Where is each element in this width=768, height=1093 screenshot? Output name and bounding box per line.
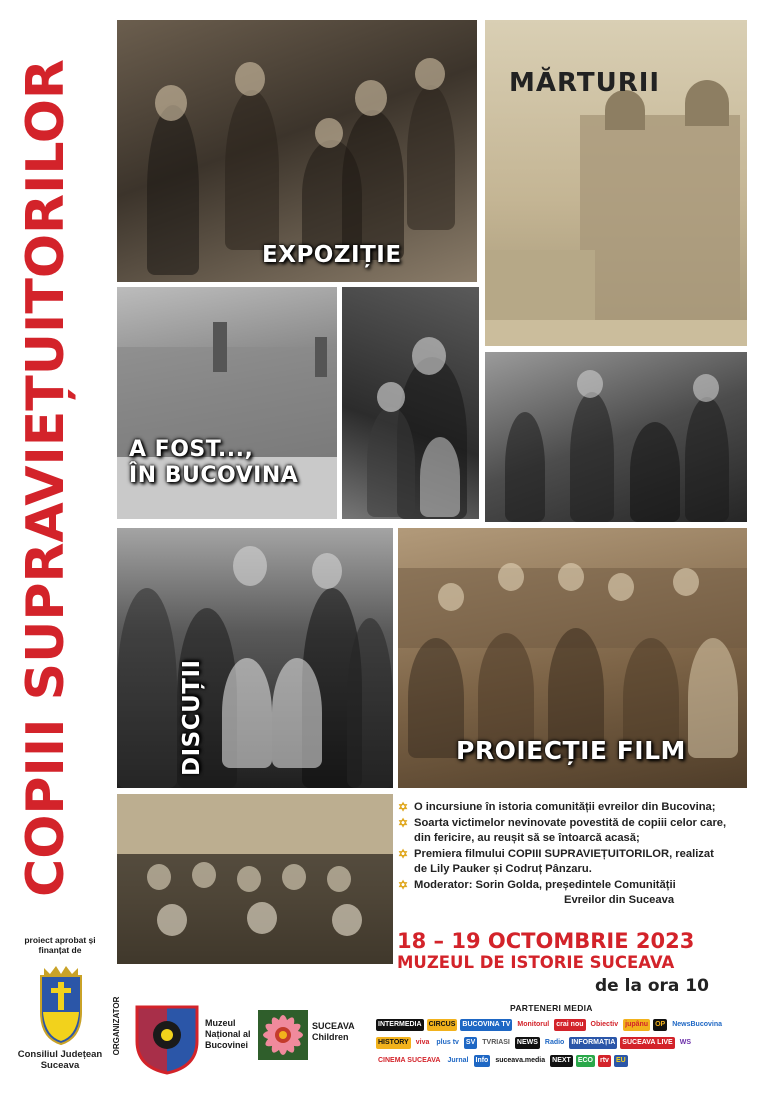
approved-funded-label: proiect aprobat și finanțat de xyxy=(24,935,96,955)
media-logo: suceava.media xyxy=(495,1057,546,1064)
label-expozitie: EXPOZIȚIE xyxy=(262,242,402,268)
event-time: de la ora 10 xyxy=(595,976,709,996)
star-of-david-icon: ✡ xyxy=(398,815,409,830)
label-a-fost-line1: A FOST..., xyxy=(129,437,254,462)
media-logo: INFORMAȚIA xyxy=(569,1037,617,1049)
media-logo: Info xyxy=(474,1055,491,1067)
list-item: ✡ O incursiune în istoria comunității evreilor din Bucovina; xyxy=(398,800,716,814)
label-a-fost-line2: ÎN BUCOVINA xyxy=(129,463,299,488)
poster-title: COPIII SUPRAVIEȚUITORILOR xyxy=(16,59,76,897)
label-a-fost-in-bucovina xyxy=(129,437,298,489)
photo-mother-children xyxy=(342,287,479,519)
list-item: ✡ Soarta victimelor nevinovate povestită de copiii celor care, din fericire, au reușit să se întoarcă acasă; xyxy=(398,815,727,844)
organizer-label: ORGANIZATOR xyxy=(112,996,121,1056)
museum-name: Muzeul Național al Bucovinei xyxy=(205,1018,251,1050)
media-partners-title: PARTENERI MEDIA xyxy=(510,1003,593,1013)
media-logo: CINEMA SUCEAVA xyxy=(378,1057,441,1064)
moderator-tail: Evreilor din Suceava xyxy=(564,894,675,906)
media-logo: OP xyxy=(653,1019,667,1031)
county-council-name: Consiliul Județean Suceava xyxy=(17,1049,103,1071)
media-logo: rtv xyxy=(598,1055,611,1067)
media-logo: NEXT xyxy=(550,1055,573,1067)
star-of-david-icon: ✡ xyxy=(398,800,409,814)
label-proiectie-film: PROIECȚIE FILM xyxy=(456,736,686,765)
media-logo: EU xyxy=(614,1055,628,1067)
photo-synagogue-testimonies xyxy=(485,20,747,346)
media-logo: crai nou xyxy=(554,1019,585,1031)
media-logo: plus tv xyxy=(436,1039,459,1046)
media-logo: SV xyxy=(464,1037,477,1049)
event-date: 18 – 19 OCTOMBRIE 2023 xyxy=(397,929,695,953)
photo-family-exhibition xyxy=(117,20,477,282)
media-logo: Jurnal xyxy=(447,1057,469,1064)
media-logo: WS xyxy=(679,1039,692,1046)
media-logo: BUCOVINA TV xyxy=(460,1019,512,1031)
flower-logo xyxy=(258,1010,308,1060)
photo-discussions xyxy=(117,528,393,788)
event-venue: MUZEUL DE ISTORIE SUCEAVA xyxy=(397,953,675,972)
list-item: ✡ Moderator: Sorin Golda, președintele Comunității Evreilor din Suceava xyxy=(398,878,728,909)
media-logo: ECO xyxy=(576,1055,595,1067)
star-of-david-icon: ✡ xyxy=(398,846,409,861)
media-logo: CIRCUS xyxy=(427,1019,458,1031)
label-marturii: MĂRTURII xyxy=(509,68,661,98)
media-logo: HISTORY xyxy=(376,1037,411,1049)
media-logos-row-1 xyxy=(376,1019,758,1031)
label-discutii: DISCUȚII xyxy=(179,659,205,776)
media-logo: jupânu xyxy=(623,1019,650,1031)
museum-crest-logo xyxy=(132,1001,202,1075)
county-council-crest-logo xyxy=(36,962,86,1046)
photo-classroom xyxy=(117,794,393,964)
photo-town-bucovina xyxy=(117,287,337,519)
photo-film-projection xyxy=(398,528,747,788)
media-logo: INTERMEDIA xyxy=(376,1019,424,1031)
suceava-children-label: SUCEAVA Children xyxy=(312,1021,355,1042)
media-logo: Obiectiv xyxy=(590,1021,619,1028)
star-of-david-icon: ✡ xyxy=(398,877,409,892)
photo-family-group xyxy=(485,352,747,522)
media-logo: TVRIASI xyxy=(482,1039,510,1046)
event-description-list xyxy=(398,800,728,909)
media-logos-row-2 xyxy=(376,1037,758,1049)
media-logo: Radio xyxy=(544,1039,565,1046)
media-logo: viva xyxy=(415,1039,430,1046)
media-logo: NEWS xyxy=(515,1037,540,1049)
media-logos-row-3 xyxy=(376,1055,758,1067)
list-item: ✡ Premiera filmului COPIII SUPRAVIEȚUITORILOR, realizat de Lily Pauker și Codruț Pânzaru. xyxy=(398,846,714,875)
media-logo: NewsBucovina xyxy=(672,1021,722,1028)
media-logo: SUCEAVA LIVE xyxy=(620,1037,674,1049)
media-logo: Monitorul xyxy=(517,1021,550,1028)
